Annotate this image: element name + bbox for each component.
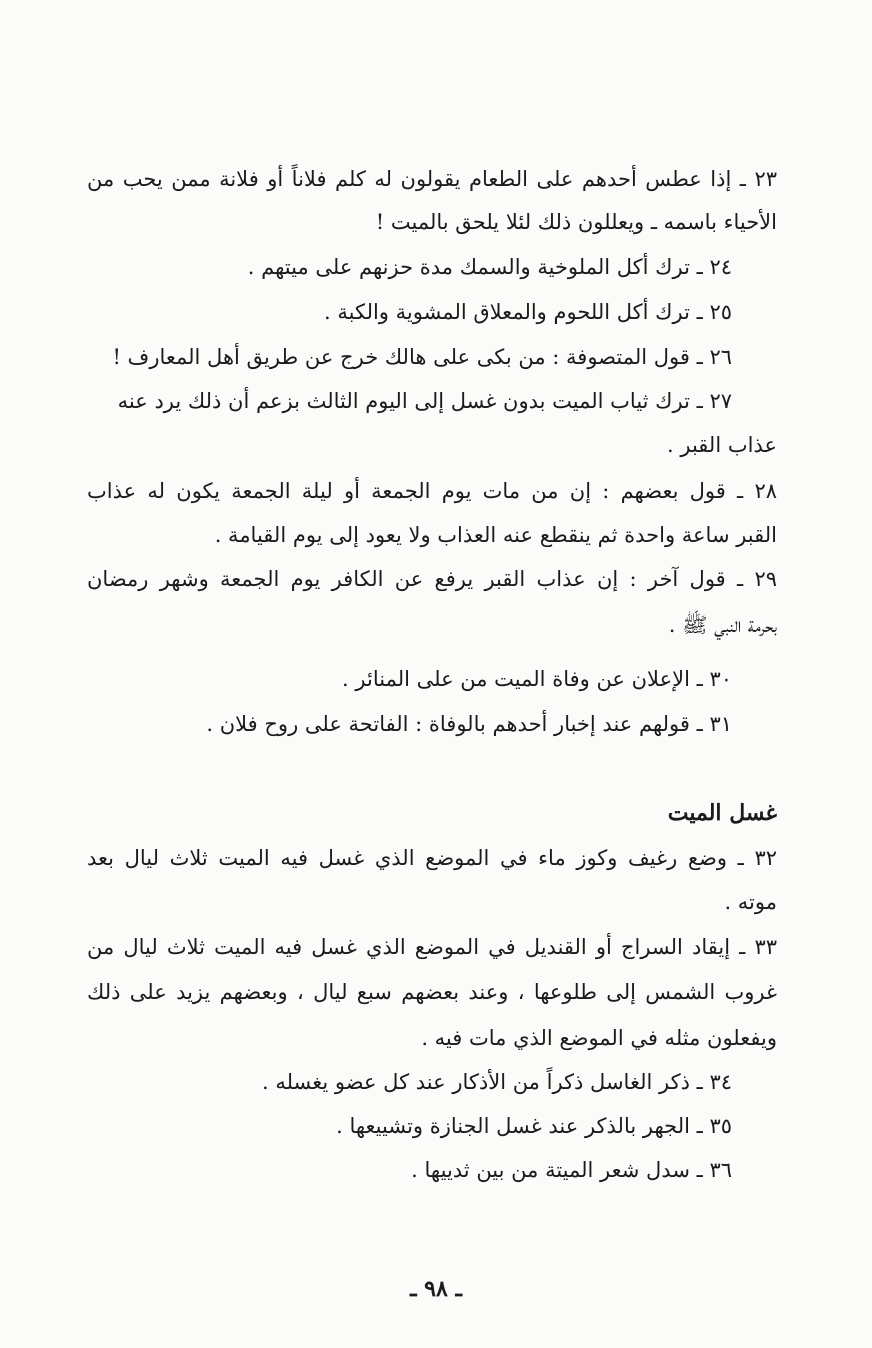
text-line: ويفعلون مثله في الموضع الذي مات فيه .	[421, 1026, 777, 1050]
text-line: ٣٤ ـ ذكر الغاسل ذكراً من الأذكار عند كل عضو يغسله .	[261, 1070, 732, 1094]
text-line: ٢٦ ـ قول المتصوفة : من بكى على هالك خرج عن طريق أهل المعارف !	[112, 345, 732, 369]
text-line: ٢٤ ـ ترك أكل الملوخية والسمك مدة حزنهم على ميتهم .	[247, 255, 732, 279]
text-line: ٣٠ ـ الإعلان عن وفاة الميت من على المنائر .	[342, 667, 732, 691]
text-line: ٢٧ ـ ترك ثياب الميت بدون غسل إلى اليوم الثالث بزعم أن ذلك يرد عنه	[117, 389, 732, 413]
text-line: ٣١ ـ قولهم عند إخبار أحدهم بالوفاة : الفاتحة على روح فلان .	[206, 712, 732, 736]
text-line: بحرمة النبي ﷺ .	[668, 613, 777, 637]
page-number: ـ ٩٨ ـ	[410, 1276, 462, 1302]
section-heading: غسل الميت	[667, 800, 777, 826]
text-line: غروب الشمس إلى طلوعها ، وعند بعضهم سبع ليال ، وبعضهم يزيد على ذلك	[87, 980, 777, 1004]
text-line: الأحياء باسمه ـ ويعللون ذلك لئلا يلحق بالميت !	[375, 210, 777, 234]
text-line: ٢٥ ـ ترك أكل اللحوم والمعلاق المشوية والكبة .	[324, 300, 732, 324]
text-line: ٣٣ ـ إيقاد السراج أو القنديل في الموضع الذي غسل فيه الميت ثلاث ليال من	[87, 935, 777, 959]
text-line: ٣٦ ـ سدل شعر الميتة من بين ثدييها .	[411, 1158, 732, 1182]
text-line: موته .	[724, 890, 777, 914]
text-line: ٢٩ ـ قول آخر : إن عذاب القبر يرفع عن الكافر يوم الجمعة وشهر رمضان	[87, 567, 777, 591]
text-line: القبر ساعة واحدة ثم ينقطع عنه العذاب ولا يعود إلى يوم القيامة .	[214, 523, 777, 547]
text-line: ٣٥ ـ الجهر بالذكر عند غسل الجنازة وتشييعها .	[336, 1114, 732, 1138]
text-line: ٢٣ ـ إذا عطس أحدهم على الطعام يقولون له كلم فلاناً أو فلانة ممن يحب من	[87, 167, 777, 191]
text-line: ٢٨ ـ قول بعضهم : إن من مات يوم الجمعة أو ليلة الجمعة يكون له عذاب	[87, 479, 777, 503]
text-line: عذاب القبر .	[667, 433, 777, 457]
text-line: ٣٢ ـ وضع رغيف وكوز ماء في الموضع الذي غسل فيه الميت ثلاث ليال بعد	[87, 846, 777, 870]
